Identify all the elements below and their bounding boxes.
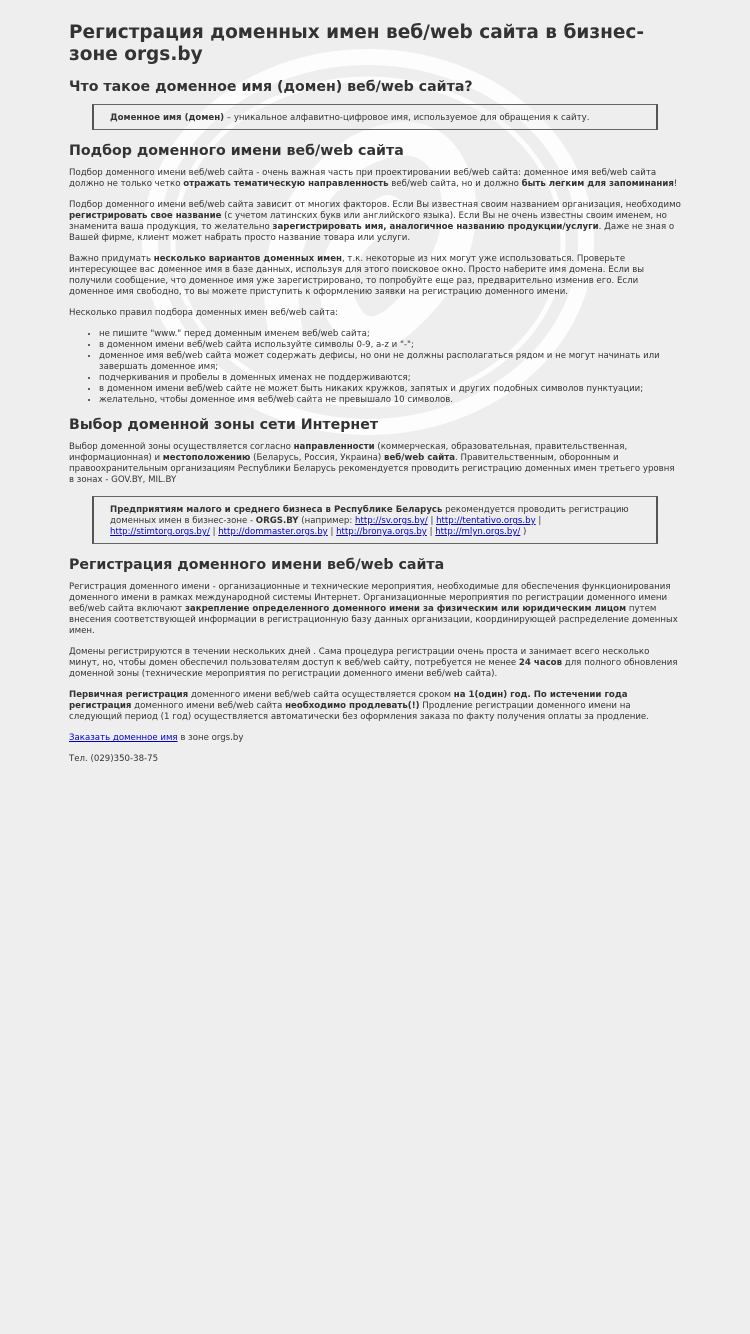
- list-item: • в доменном имени веб/web сайте не может быть никаких кружков, запятых и других подобных символов пунктуации;: [99, 384, 681, 395]
- definition-text: – уникальное алфавитно-цифровое имя, используемое для обращения к сайту.: [224, 113, 590, 123]
- paragraph: Выбор доменной зоны осуществляется согласно направленности (коммерческая, образовательная, правительственная, информационная) и местоположению (Беларусь, Россия, Украина) веб/web сайта. Правительственным, оборонным и правоохранительным организациям Республики Беларусь рекомендуется проводить регистрацию доменных имен третьего уровня в зонах - GOV.BY, MIL.BY: [69, 442, 675, 485]
- order-domain-link[interactable]: Заказать доменное имя: [69, 733, 178, 743]
- paragraph: Важно придумать несколько вариантов доменных имен, т.к. некоторые из них могут уже использоваться. Проверьте интересующее вас доменное имя в базе данных, используя для этого поисковое окно. Просто наберите имя домена. Если вы получили сообщение, что доменное имя уже зарегистрировано, то попробуйте еще раз, предварительно изменив его. Если доменное имя свободно, то вы можете приступить к оформлению заявки на регистрацию доменного имени.: [69, 254, 645, 297]
- paragraph: Первичная регистрация доменного имени веб/web сайта осуществляется сроком на 1(один) год. По истечении года регистрация доменного имени веб/web сайта необходимо продлевать(!) Продление регистрации доменного имени на следующий период (1 год) осуществляется автоматически без оформления заказа по факту получения оплаты за продление.: [69, 690, 649, 722]
- example-link[interactable]: http://dommaster.orgs.by: [218, 527, 328, 537]
- order-line: Заказать доменное имя в зоне orgs.by: [69, 733, 244, 743]
- paragraph: Домены регистрируются в течении нескольких дней . Сама процедура регистрации очень проста и занимает всего несколько минут, но, чтобы домен обеспечил пользователям доступ к веб/web сайту, потребуется не менее 24 часов для полного обновления доменной зоны (технические мероприятия по регистрации доменного имени веб/web сайта).: [69, 647, 678, 679]
- paragraph: Подбор доменного имени веб/web сайта - очень важная часть при проектировании веб/web сайта: доменное имя веб/web сайта должно не только четко отражать тематическую направленность веб/web сайта, но и должно быть легким для запоминания!: [69, 168, 678, 189]
- page-title: Регистрация доменных имен веб/web сайта в бизнес-зоне orgs.by: [69, 22, 645, 65]
- paragraph: Регистрация доменного имени - организационные и технические мероприятия, необходимые для обеспечения функционирования доменного имени в рамках международной системы Интернет. Организационные мероприятия по регистрации доменного имени веб/web сайта включают закрепление определенного доменного имени за физическим или юридическим лицом путем внесения соответствующей информации в регистрационную базу данных организации, координирующей распределение доменных имен.: [69, 582, 678, 636]
- example-link[interactable]: http://tentativo.orgs.by: [436, 516, 536, 526]
- example-link[interactable]: http://sv.orgs.by/: [355, 516, 428, 526]
- section-heading-domain-selection: Подбор доменного имени веб/web сайта: [69, 143, 404, 159]
- list-item: • не пишите "www." перед доменным именем веб/web сайта;: [99, 329, 681, 340]
- section-heading-registration: Регистрация доменного имени веб/web сайта: [69, 557, 445, 573]
- example-link[interactable]: http://stimtorg.orgs.by/: [110, 527, 210, 537]
- example-link[interactable]: http://bronya.orgs.by: [336, 527, 427, 537]
- phone-number: Тел. (029)350-38-75: [69, 754, 159, 764]
- definition-box: [92, 104, 658, 130]
- definition-term: Доменное имя (домен): [110, 113, 225, 123]
- list-item: • в доменном имени веб/web сайта используйте символы 0-9, a-z и "-";: [99, 340, 681, 351]
- business-zone-box: Предприятиям малого и среднего бизнеса в Республике Беларусь рекомендуется проводить регистрацию доменных имен в бизнес-зоне - ORGS.BY (например: http://sv.orgs.by/ | http://tentativo.orgs.by | http://stimtorg.orgs.by/ | http://dommaster.orgs.by | http://bronya.orgs.by | http://mlyn.orgs.by/ ): [92, 496, 658, 544]
- main-content: [69, 0, 681, 765]
- paragraph: Подбор доменного имени веб/web сайта зависит от многих факторов. Если Вы известная своим названием организация, необходимо регистрировать свое название (с учетом латинских букв или английского языка). Если Вы не очень известны своим именем, но знаменита ваша продукция, то желательно зарегистрировать имя, аналогичное названию продукции/услуги. Даже не зная о Вашей фирме, клиент может набрать просто название товара или услуги.: [69, 200, 681, 243]
- rules-intro: Несколько правил подбора доменных имен веб/web сайта:: [69, 308, 339, 318]
- example-link[interactable]: http://mlyn.orgs.by/: [435, 527, 521, 537]
- list-item: • подчеркивания и пробелы в доменных именах не поддерживаются;: [99, 373, 681, 384]
- list-item: • доменное имя веб/web сайта может содержать дефисы, но они не должны располагаться рядом и не могут начинать или завершать доменное имя;: [99, 351, 681, 373]
- list-item: • желательно, чтобы доменное имя веб/web сайта не превышало 10 символов.: [99, 395, 681, 406]
- rules-list: [69, 329, 681, 406]
- section-heading-domain-zone: Выбор доменной зоны сети Интернет: [69, 417, 379, 433]
- section-heading-what-is-domain: Что такое доменное имя (домен) веб/web сайта?: [69, 79, 473, 95]
